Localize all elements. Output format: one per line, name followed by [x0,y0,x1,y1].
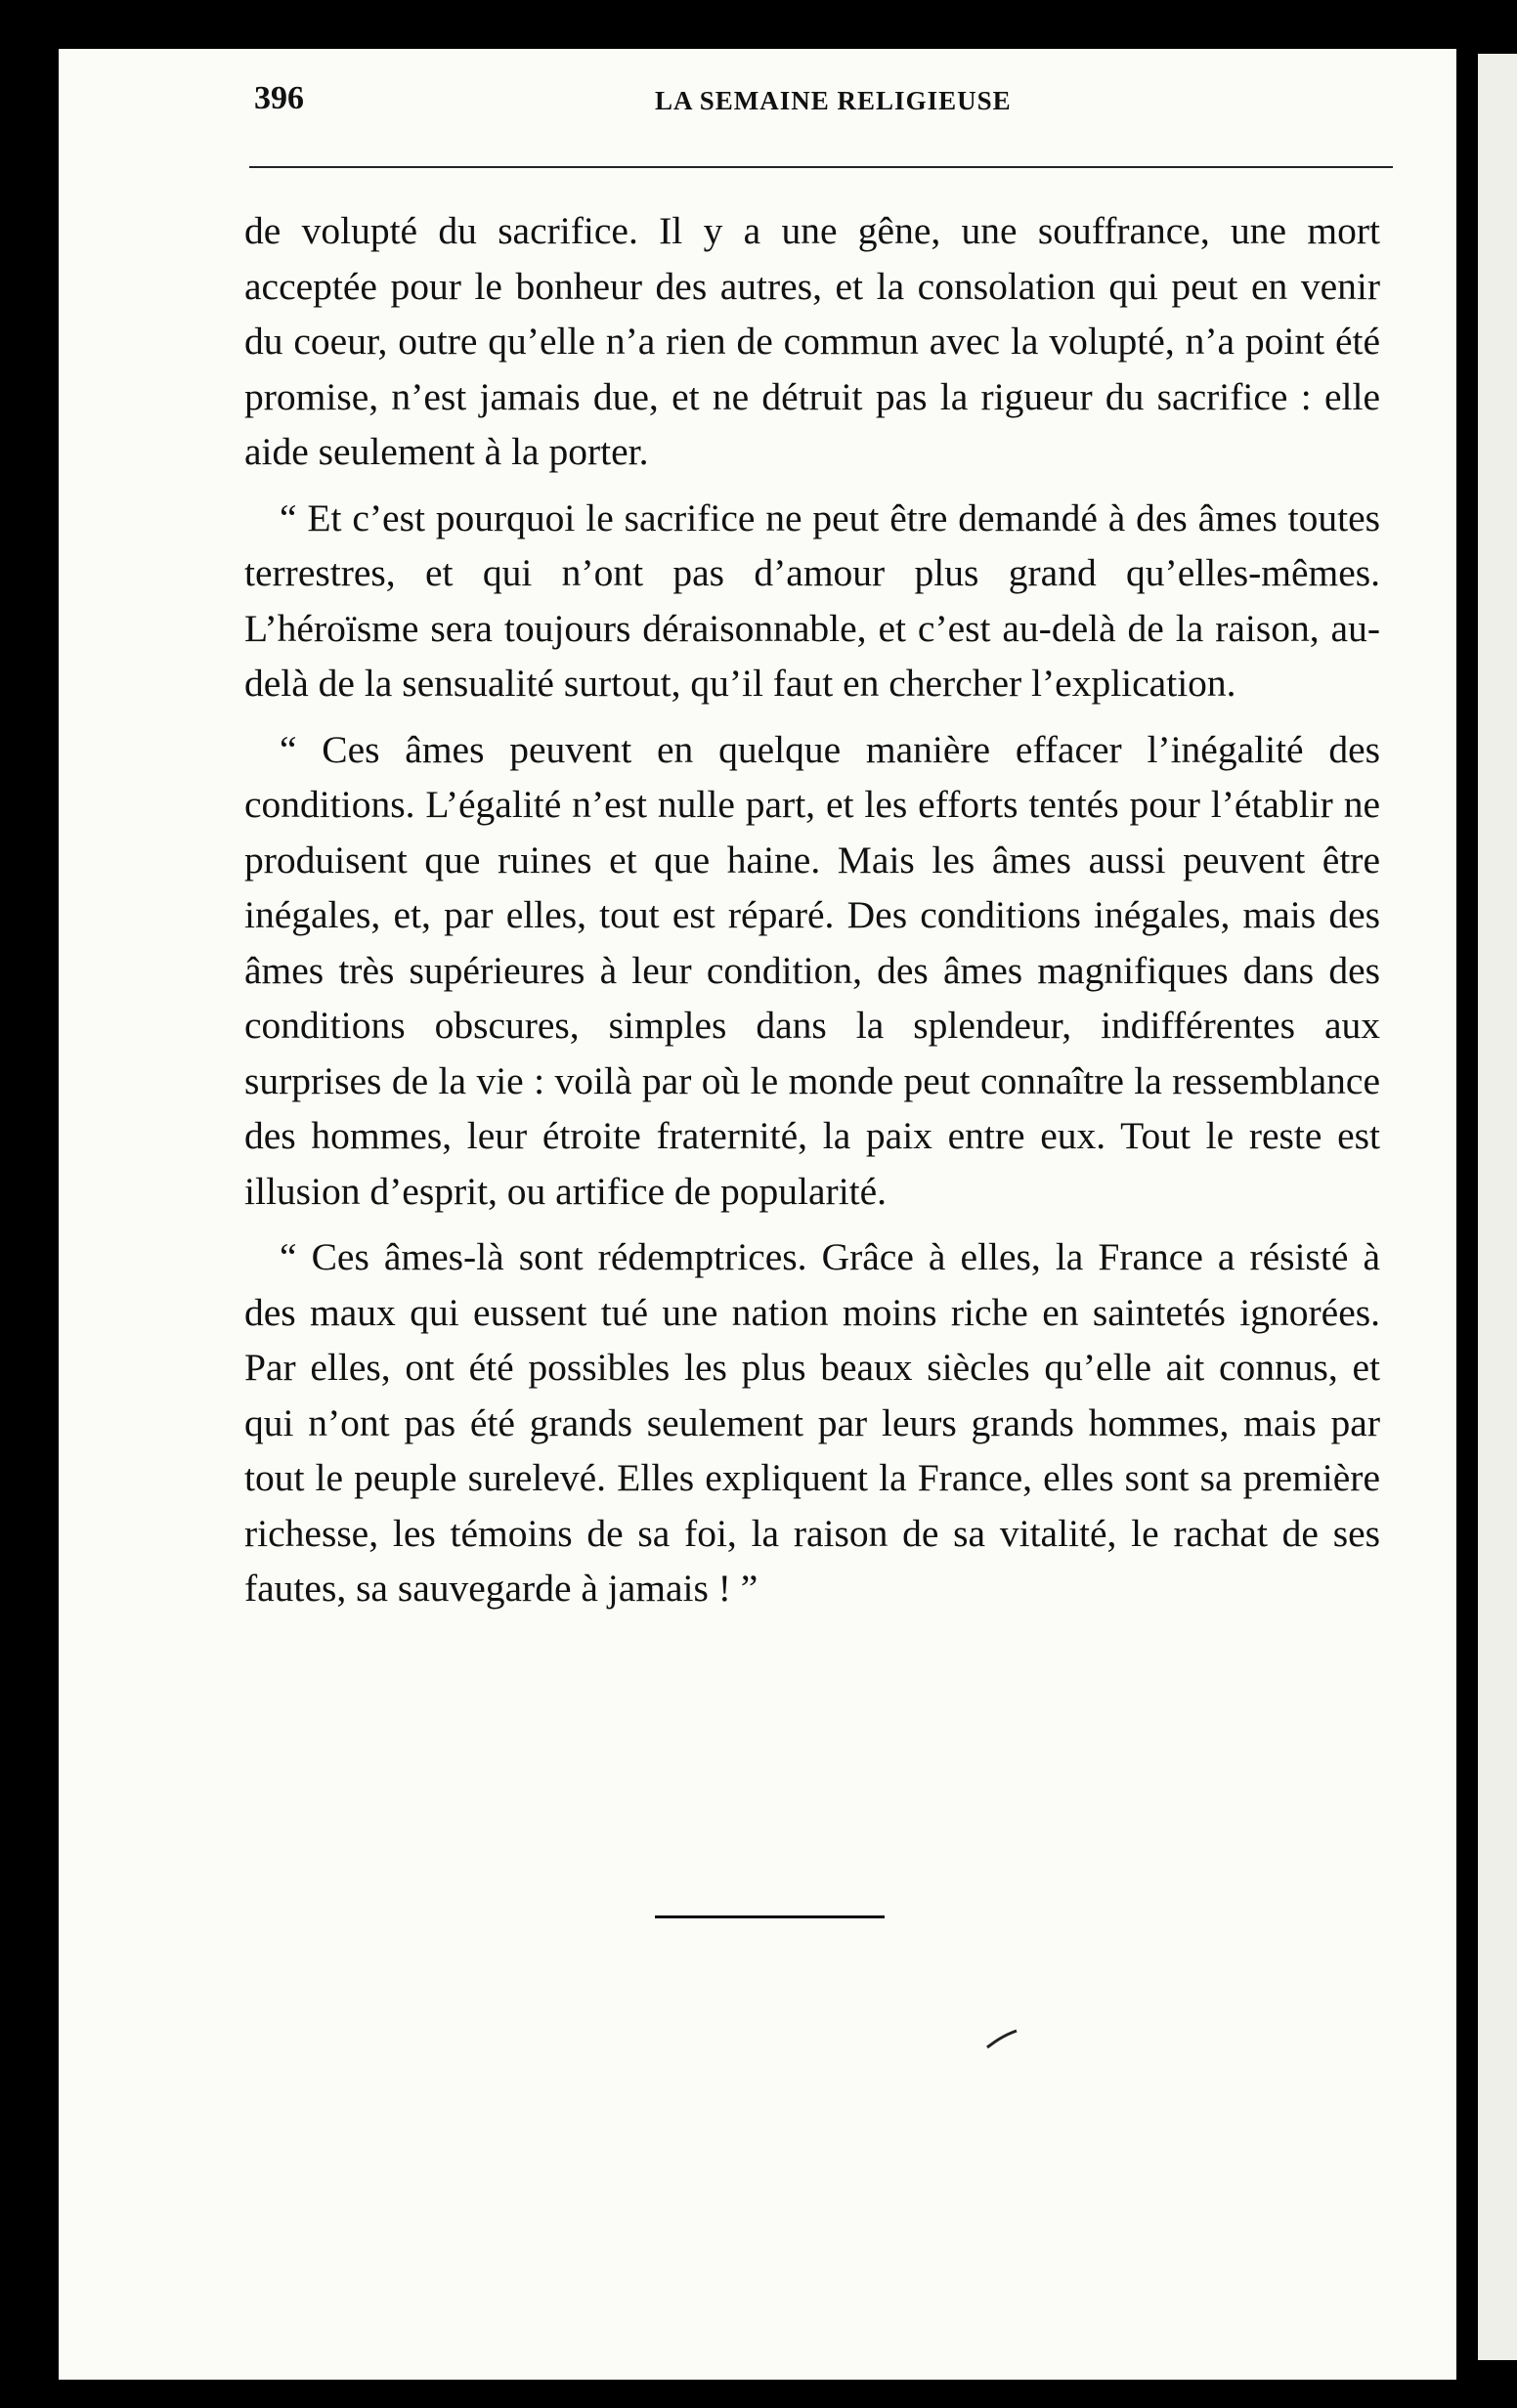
body-text [244,203,1380,1627]
paragraph: “ Et c’est pourquoi le sacrifice ne peut être demandé à des âmes toutes terrestres, et qui n’ont pas d’amour plus grand qu’elles-mêmes. L’héroïsme sera toujours déraisonnable, et c’est au-delà de la raison, au-delà de la sensualité surtout, qu’il faut en chercher l’explication. [244,495,1380,705]
running-title: LA SEMAINE RELIGIEUSE [655,86,1012,115]
adjacent-page-edge [1478,54,1517,2360]
page-header [254,80,1378,129]
page-number: 396 [254,80,304,116]
paragraph-continued: de volupté du sacrifice. Il y a une gêne, une souffrance, une mort acceptée pour le bonheur des autres, et la consolation qui peut en venir du coeur, outre qu’elle n’a rien de commun avec la volupté, n’a point été promise, n’est jamais due, et ne détruit pas la rigueur du sacrifice : elle aide seulement à la porter. [244,209,1380,473]
ink-mark-icon [985,2028,1019,2049]
paragraph: “ Ces âmes peuvent en quelque manière effacer l’inégalité des conditions. L’égalité n’est nulle part, et les efforts tentés pour l’établir ne produisent que ruines et que haine. Mais les âmes aussi peuvent être inégales, et, par elles, tout est réparé. Des conditions inégales, mais des âmes très supérieures à leur condition, des âmes magnifiques dans des conditions obscures, simples dans la splendeur, indifférentes aux surprises de la vie : voilà par où le monde peut connaître la ressemblance des hommes, leur étroite fraternité, la paix entre eux. Tout le reste est illusion d’esprit, ou artifice de popularité. [244,727,1380,1213]
paragraph: “ Ces âmes-là sont rédemptrices. Grâce à elles, la France a résisté à des maux qui eussent tué une nation moins riche en saintetés ignorées. Par elles, ont été possibles les plus beaux siècles qu’elle ait connus, et qui n’ont pas été grands seulement par leurs grands hommes, mais par tout le peuple surelevé. Elles expliquent la France, elles sont sa première richesse, les témoins de sa foi, la raison de sa vitalité, le rachat de ses fautes, sa sauvegarde à jamais ! ” [244,1235,1380,1610]
header-rule [249,166,1393,168]
end-rule [655,1915,885,1918]
